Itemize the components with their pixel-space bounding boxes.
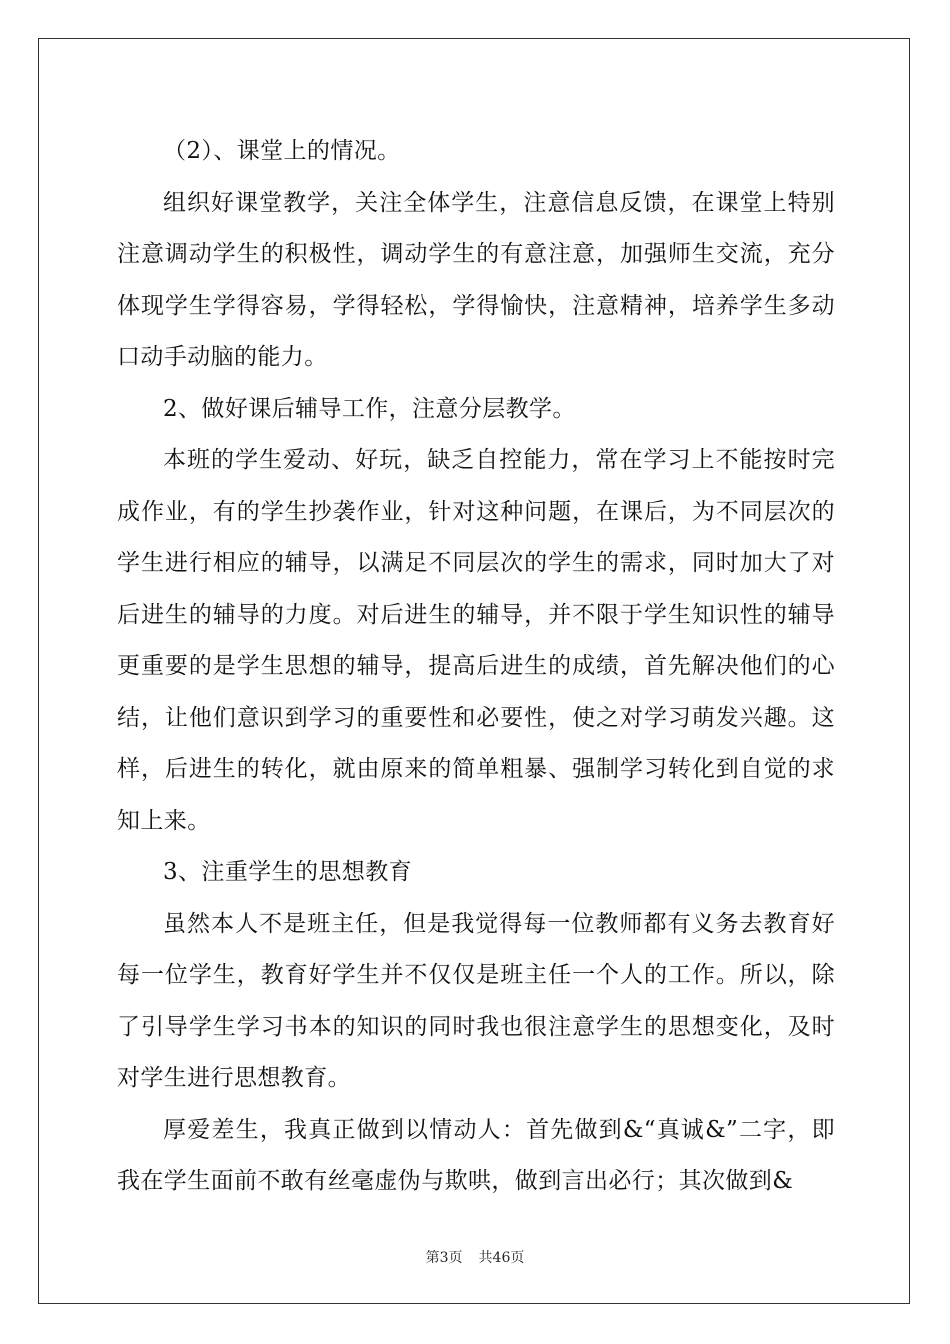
paragraph-classroom-teaching: 组织好课堂教学，关注全体学生，注意信息反馈，在课堂上特别注意调动学生的积极性，调动学生的有意注意，加强师生交流，充分体现学生学得容易，学得轻松，学得愉快，注意精神，培养学生多动口动手动脑的能力。: [117, 189, 835, 370]
heading-classroom-situation: （2）、课堂上的情况。: [163, 138, 401, 164]
heading-ideological-education: 3、注重学生的思想教育: [163, 859, 413, 885]
heading-after-class-tutoring: 2、做好课后辅导工作，注意分层教学。: [163, 395, 576, 422]
document-body: [117, 126, 835, 1208]
page-footer: [0, 1247, 950, 1267]
page-number: 第3页: [425, 1250, 463, 1266]
paragraph-tutoring-details: 本班的学生爱动、好玩，缺乏自控能力，常在学习上不能按时完成作业，有的学生抄袭作业，针对这种问题，在课后，为不同层次的学生进行相应的辅导，以满足不同层次的学生的需求，同时加大了对后进生的辅导的力度。对后进生的辅导，并不限于学生知识性的辅导更重要的是学生思想的辅导，提高后进生的成绩，首先解决他们的心结，让他们意识到学习的重要性和必要性，使之对学习萌发兴趣。这样，后进生的转化，就由原来的简单粗暴、强制学习转化到自觉的求知上来。: [117, 447, 835, 834]
paragraph-caring-students: 厚爱差生，我真正做到以情动人：首先做到&“真诚&”二字，即我在学生面前不敢有丝毫虚伪与欺哄，做到言出必行；其次做到&: [117, 1116, 835, 1194]
total-pages: 共46页: [478, 1250, 525, 1266]
paragraph-ideological-education: 虽然本人不是班主任，但是我觉得每一位教师都有义务去教育好每一位学生，教育好学生并不仅仅是班主任一个人的工作。所以，除了引导学生学习书本的知识的同时我也很注意学生的思想变化，及时对学生进行思想教育。: [117, 910, 835, 1091]
